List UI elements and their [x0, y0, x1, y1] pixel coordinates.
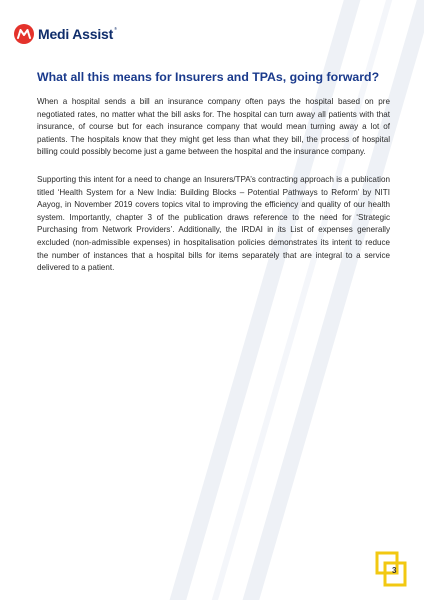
section-heading: What all this means for Insurers and TPAs, going forward? — [37, 70, 380, 84]
body-paragraph-2: Supporting this intent for a need to change an Insurers/TPA’s contracting approach is a publication titled ‘Health System for a New India: Building Blocks – Potential Pathways to Reform’ by NITI Aayog, in November 2019 covers topics vital to improving the efficiency and quality of our health system. Importantly, chapter 3 of the publication draws reference to the need for ‘Strategic Purchasing from Network Providers’. Additionally, the IRDAI in its List of expenses generally excluded (non-admissible expenses) in hospitalisation policies demonstrates its intent to reduce the number of instances that a hospital bills for items separately that are integral to a service delivered to a patient. — [37, 175, 390, 273]
medi-assist-logo — [14, 24, 117, 44]
page-number: 3 — [392, 566, 397, 575]
trademark-symbol: ® — [114, 25, 118, 31]
body-paragraph-1: When a hospital sends a bill an insurance company often pays the hospital based on pre negotiated rates, no matter what the bill asks for. The hospital can turn away all patients with that insurance, of course but for each insurance company that would mean turning away a lot of patients. The hospitals know that they might get less than what they bill, the process of hospital billing could possibly become just a game between the hospital and the insurance company. — [37, 97, 390, 157]
logo-text: Medi Assist — [38, 26, 114, 42]
medi-assist-logo-icon — [14, 24, 34, 44]
